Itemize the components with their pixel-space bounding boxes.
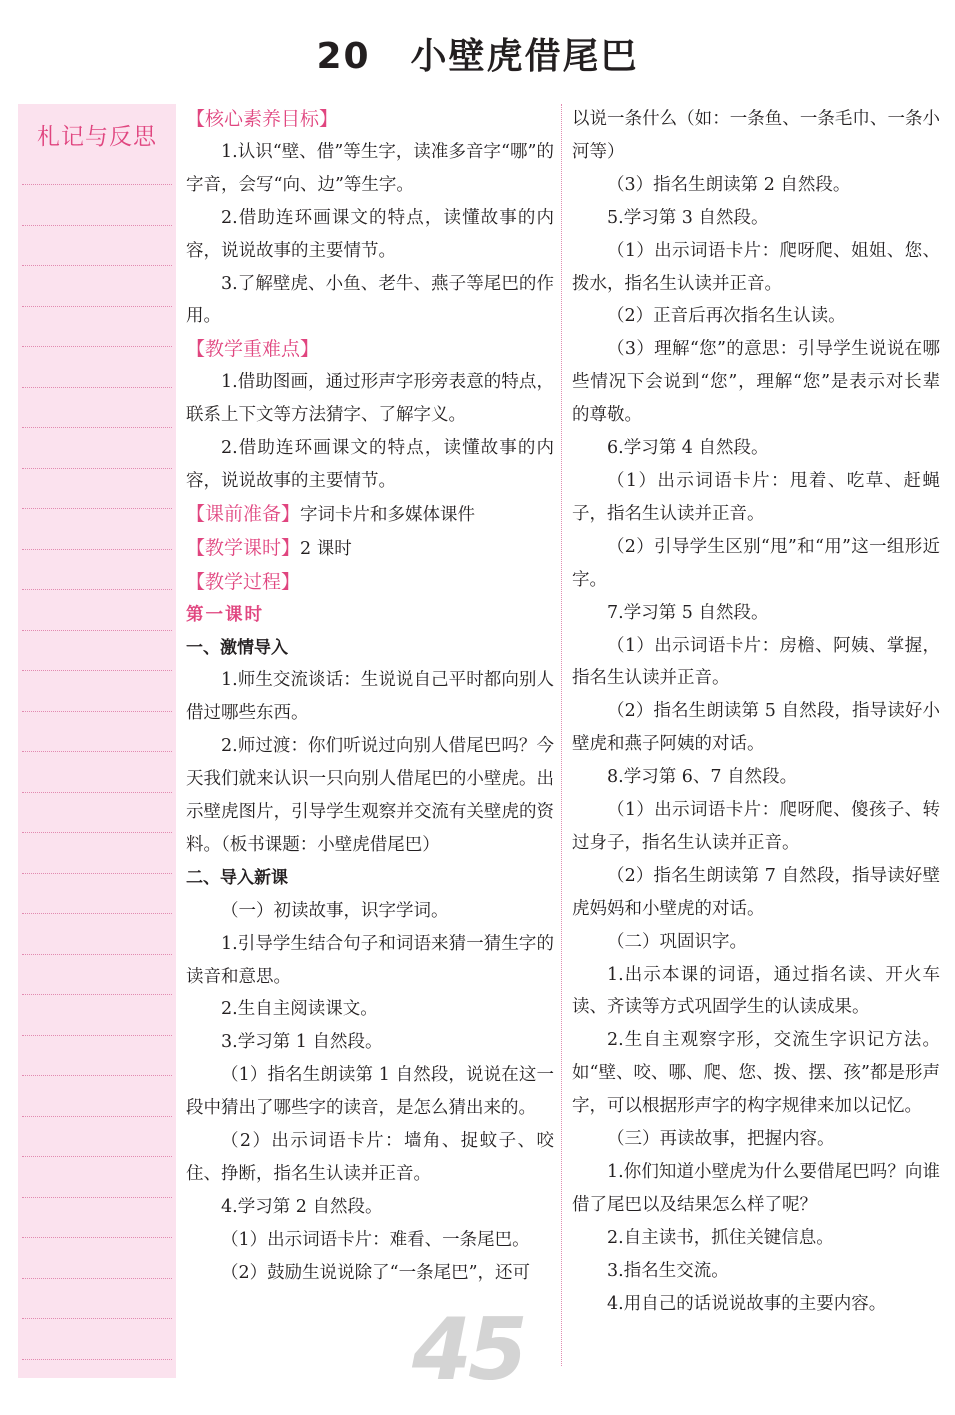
paragraph: 4.用自己的话说说故事的主要内容。 [607,1293,887,1314]
paragraph: 5.学习第 3 自然段。 [607,207,769,228]
section-label: 【教学课时】 [186,536,301,559]
notes-line [22,1318,172,1319]
paragraph: 以说一条什么（如：一条鱼、一条毛巾、一条小河等） [572,109,940,162]
paragraph: 1.你们知道小壁虎为什么要借尾巴吗？向谁借了尾巴以及结果怎么样了呢？ [572,1162,940,1215]
section-heading [186,498,554,532]
paragraph: 2.生自主观察字形，交流生字识记方法。如“壁、咬、哪、爬、您、拨、摆、孩”都是形声字，可以根据形声字的构字规律来加以记忆。 [572,1030,940,1117]
step-heading: 二、导入新课 [186,867,288,888]
notes-line [22,711,172,712]
notes-line [22,1156,172,1157]
page-number: 45 [412,1300,524,1400]
paragraph: （1）指名生朗读第 1 自然段，说说在这一段中猜出了哪些字的读音，是怎么猜出来的。 [186,1065,554,1119]
paragraph: （3）理解“您”的意思：引导学生说说在哪些情况下会说到“您”，理解“您”是表示对长辈的尊敬。 [572,339,940,426]
notes-line [22,225,172,226]
paragraph: 1.借助图画，通过形声字形旁表意的特点，联系上下文等方法猜字、了解字义。 [186,372,554,426]
notes-line [22,751,172,752]
notes-line [22,306,172,307]
paragraph: （2）鼓励生说说除了“一条尾巴”，还可 [221,1262,531,1283]
step-heading: 一、激情导入 [186,637,288,658]
paragraph: 4.学习第 2 自然段。 [221,1196,383,1217]
paragraph: 3.学习第 1 自然段。 [221,1032,383,1053]
notes-line [22,994,172,995]
section-value: 2 课时 [300,538,352,559]
notes-line [22,873,172,874]
paragraph: （1）出示词语卡片：难看、一条尾巴。 [221,1229,530,1250]
notes-line [22,1278,172,1279]
paragraph: （1）出示词语卡片：爬呀爬、姐姐、您、拨水，指名生认读并正音。 [572,240,940,294]
paragraph: 2.自主读书，抓住关键信息。 [607,1227,834,1248]
notes-line [22,387,172,388]
paragraph: （2）指名生朗读第 7 自然段，指导读好壁虎妈妈和小壁虎的对话。 [572,865,940,919]
column-divider [561,104,562,1366]
notes-line [22,630,172,631]
section-label: 【教学过程】 [186,570,301,593]
right-column [572,103,940,1321]
section-heading [186,333,554,366]
left-column [186,103,554,1290]
notes-sidebar [18,104,176,1378]
notes-line [22,184,172,185]
paragraph: 6.学习第 4 自然段。 [607,438,769,459]
notes-line [22,1197,172,1198]
paragraph: 1.师生交流谈话：生说说自己平时都向别人借过哪些东西。 [186,670,554,724]
notes-line [22,508,172,509]
paragraph: 8.学习第 6、7 自然段。 [607,767,798,788]
notes-line [22,346,172,347]
notes-line [22,1035,172,1036]
paragraph: （2）正音后再次指名生认读。 [607,306,846,327]
lesson-number: 20 [316,36,371,77]
paragraph: （3）指名生朗读第 2 自然段。 [607,174,851,195]
section-heading [186,103,554,136]
section-label: 【教学重难点】 [186,338,320,361]
lesson-title [0,28,955,79]
section-label: 【课前准备】 [186,502,301,525]
paragraph: （2）引导学生区别“甩”和“用”这一组形近字。 [572,536,940,590]
section-heading [186,532,554,566]
notes-line [22,670,172,671]
paragraph: 3.指名生交流。 [607,1260,729,1281]
paragraph: （1）出示词语卡片：甩着、吃草、赶蝇子，指名生认读并正音。 [572,470,940,524]
section-value: 字词卡片和多媒体课件 [300,504,476,525]
sidebar-title: 札记与反思 [37,124,157,150]
notes-line [22,265,172,266]
paragraph: （1）出示词语卡片：房檐、阿姨、掌握，指名生认读并正音。 [572,635,940,689]
paragraph: 1.引导学生结合句子和词语来猜一猜生字的读音和意思。 [186,933,554,987]
paragraph: 2.师过渡：你们听说过向别人借尾巴吗？今天我们就来认识一只向别人借尾巴的小壁虎。出示壁虎图片，引导学生观察并交流有关壁虎的资料。（板书课题：小壁虎借尾巴） [186,736,554,855]
lesson-name: 小壁虎借尾巴 [410,36,639,77]
paragraph: 1.出示本课的词语，通过指名读、开火车读、齐读等方式巩固学生的认读成果。 [572,964,940,1018]
notes-line [22,832,172,833]
notes-line [22,549,172,550]
notes-line [22,792,172,793]
notes-line [22,589,172,590]
paragraph: （一）初读故事，识字学词。 [221,900,449,921]
notes-line [22,1116,172,1117]
paragraph: 2.生自主阅读课文。 [221,999,378,1020]
paragraph: 3.了解壁虎、小鱼、老牛、燕子等尾巴的作用。 [186,273,554,327]
notes-line [22,954,172,955]
paragraph: （2）指名生朗读第 5 自然段，指导读好小壁虎和燕子阿姨的对话。 [572,701,940,755]
notes-line [22,913,172,914]
notes-line [22,468,172,469]
section-heading [186,566,554,599]
lesson-period-heading: 第一课时 [186,604,264,625]
paragraph: 7.学习第 5 自然段。 [607,602,769,623]
notes-line [22,427,172,428]
paragraph: （二）巩固识字。 [607,931,747,952]
paragraph: （三）再读故事，把握内容。 [607,1129,835,1150]
notes-line [22,1237,172,1238]
section-label: 【核心素养目标】 [186,108,339,130]
paragraph: 2.借助连环画课文的特点，读懂故事的内容，说说故事的主要情节。 [186,438,554,491]
notes-line [22,1359,172,1360]
paragraph: （2）出示词语卡片：墙角、捉蚊子、咬住、挣断，指名生认读并正音。 [186,1131,554,1184]
paragraph: （1）出示词语卡片：爬呀爬、傻孩子、转过身子，指名生认读并正音。 [572,800,940,853]
notes-line [22,1075,172,1076]
paragraph: 2.借助连环画课文的特点，读懂故事的内容，说说故事的主要情节。 [186,207,554,261]
paragraph: 1.认识“壁、借”等生字，读准多音字“哪”的字音，会写“向、边”等生字。 [186,141,554,195]
